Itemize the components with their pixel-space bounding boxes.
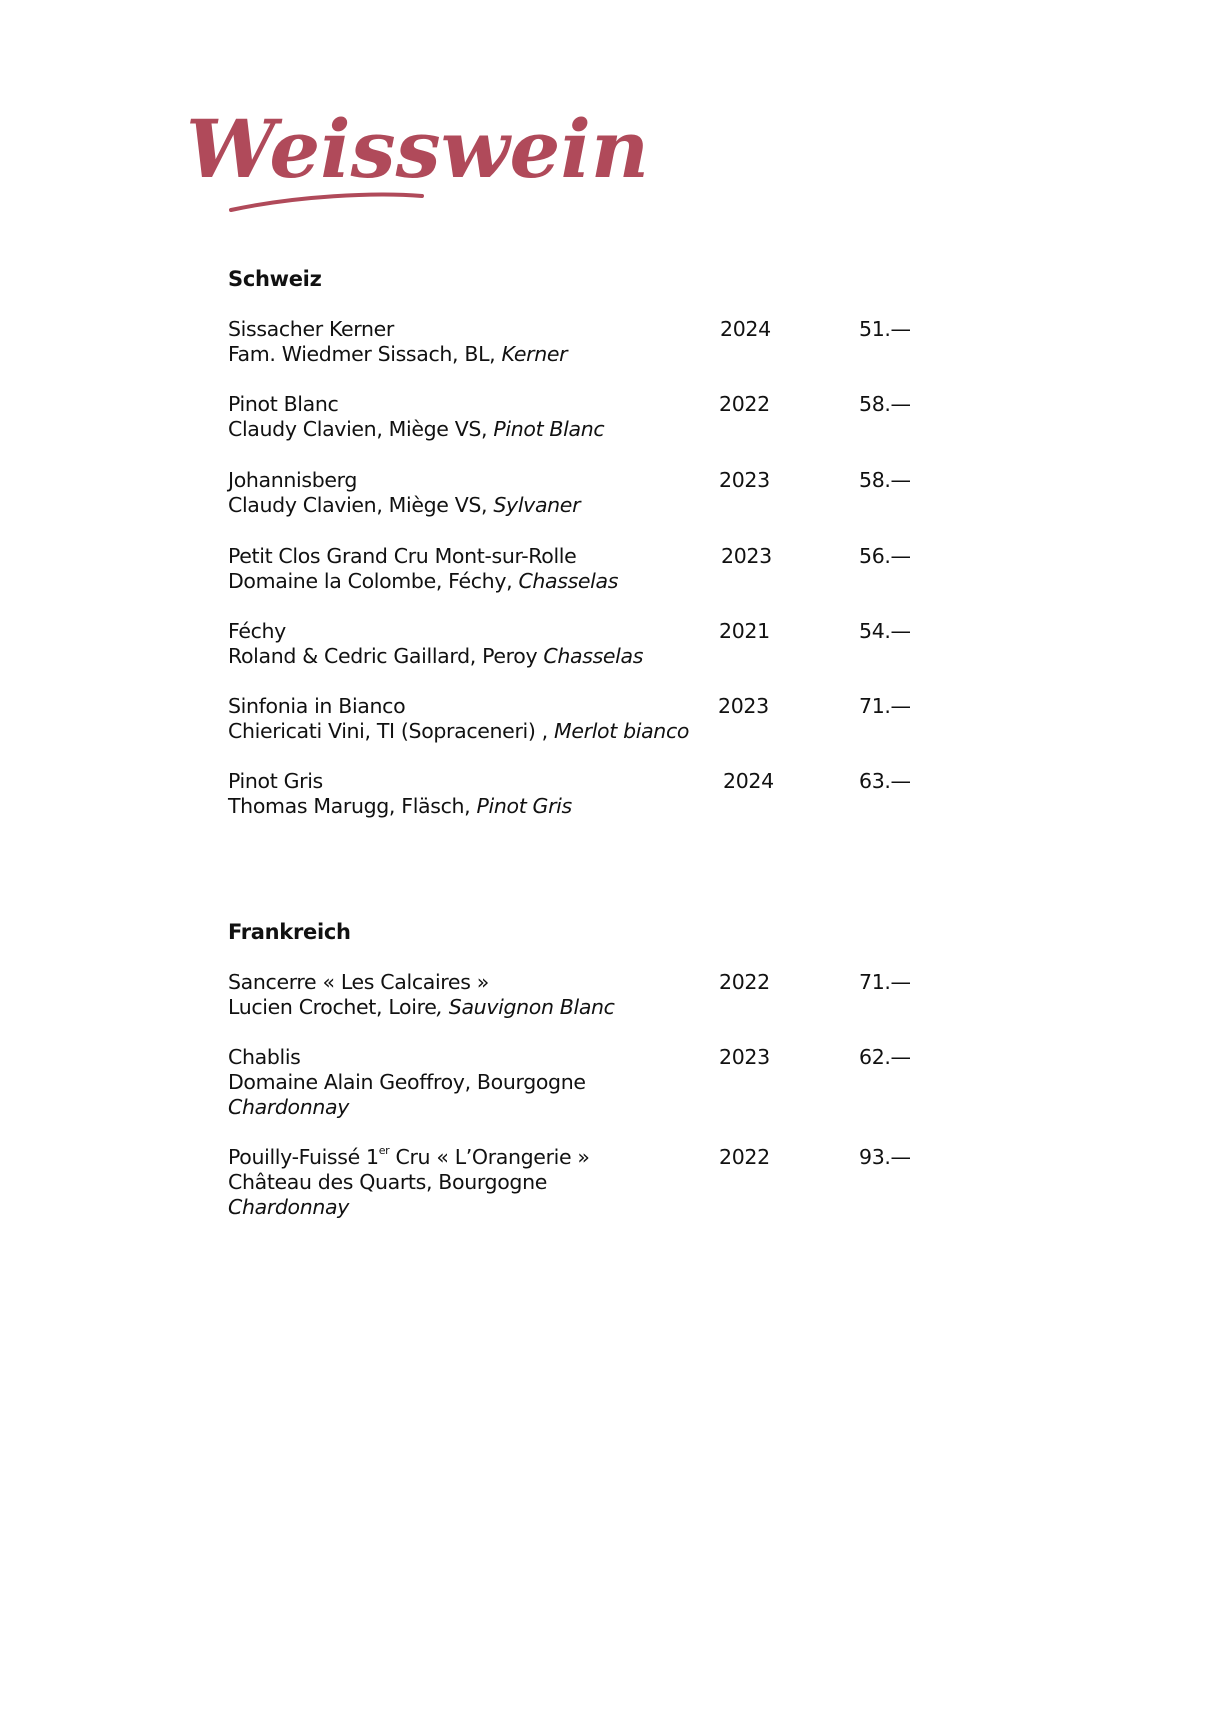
wine-price: 56.—: [859, 544, 911, 568]
wine-entry: [228, 1145, 988, 1220]
wine-name: Petit Clos Grand Cru Mont-sur-Rolle: [228, 544, 577, 568]
wine-entry: [228, 619, 988, 669]
wine-entry: [228, 317, 988, 367]
wine-producer: Domaine la Colombe, Féchy, Chasselas: [228, 569, 619, 593]
wine-year: 2024: [720, 317, 771, 341]
wine-name: Johannisberg: [228, 468, 358, 492]
wine-year: 2023: [721, 544, 772, 568]
wine-producer: Domaine Alain Geoffroy, Bourgogne: [228, 1070, 586, 1094]
wine-grape: Chasselas: [518, 569, 619, 593]
logo-underline: [231, 195, 422, 210]
wine-entry: [228, 544, 988, 594]
wine-price: 62.—: [859, 1045, 911, 1069]
wine-producer: Claudy Clavien, Miège VS, Pinot Blanc: [228, 417, 605, 441]
wine-grape: Chardonnay: [228, 1095, 350, 1119]
wine-grape: Pinot Blanc: [493, 417, 605, 441]
wine-producer: Claudy Clavien, Miège VS, Sylvaner: [228, 493, 581, 517]
wine-year: 2023: [719, 1045, 770, 1069]
section-title-schweiz: Schweiz: [228, 267, 322, 291]
wine-name: Sancerre « Les Calcaires »: [228, 970, 489, 994]
wine-producer: Thomas Marugg, Fläsch, Pinot Gris: [228, 794, 572, 818]
wine-price: 93.—: [859, 1145, 911, 1169]
weisswein-logo: [186, 92, 650, 222]
wine-price: 58.—: [859, 468, 911, 492]
wine-grape: Kerner: [501, 342, 568, 366]
wine-producer: Fam. Wiedmer Sissach, BL, Kerner: [228, 342, 568, 366]
wine-entry: [228, 769, 988, 819]
logo-text: Weisswein: [186, 102, 650, 196]
wine-entry: [228, 694, 988, 744]
wine-price: 71.—: [859, 694, 911, 718]
wine-entry: [228, 468, 988, 518]
wine-price: 63.—: [859, 769, 911, 793]
wine-entry: [228, 970, 988, 1020]
section-title-frankreich: Frankreich: [228, 920, 351, 944]
wine-year: 2022: [719, 1145, 770, 1169]
wine-year: 2021: [719, 619, 770, 643]
wine-entry: [228, 392, 988, 442]
wine-name: Pinot Blanc: [228, 392, 339, 416]
wine-entry: [228, 1045, 988, 1120]
wine-name: Sinfonia in Bianco: [228, 694, 406, 718]
wine-name: Sissacher Kerner: [228, 317, 394, 341]
wine-year: 2022: [719, 970, 770, 994]
wine-price: 51.—: [859, 317, 911, 341]
wine-year: 2024: [723, 769, 774, 793]
wine-producer: Roland & Cedric Gaillard, Peroy Chasselas: [228, 644, 644, 668]
wine-grape: Merlot bianco: [554, 719, 690, 743]
wine-producer: Chiericati Vini, TI (Sopraceneri) , Merlot bianco: [228, 719, 690, 743]
wine-grape: Pinot Gris: [476, 794, 572, 818]
wine-price: 58.—: [859, 392, 911, 416]
wine-year: 2023: [719, 468, 770, 492]
wine-producer: Lucien Crochet, Loire, Sauvignon Blanc: [228, 995, 615, 1019]
wine-grape: Chasselas: [543, 644, 644, 668]
wine-grape: , Sauvignon Blanc: [436, 995, 615, 1019]
wine-year: 2022: [719, 392, 770, 416]
wine-price: 71.—: [859, 970, 911, 994]
wine-name: Chablis: [228, 1045, 301, 1069]
wine-grape: Sylvaner: [493, 493, 581, 517]
wine-producer: Château des Quarts, Bourgogne: [228, 1170, 547, 1194]
wine-year: 2023: [718, 694, 769, 718]
wine-name: Pouilly-Fuissé 1er Cru « L’Orangerie »: [228, 1144, 590, 1169]
wine-price: 54.—: [859, 619, 911, 643]
wine-name: Féchy: [228, 619, 286, 643]
wine-name: Pinot Gris: [228, 769, 323, 793]
wine-grape: Chardonnay: [228, 1195, 350, 1219]
